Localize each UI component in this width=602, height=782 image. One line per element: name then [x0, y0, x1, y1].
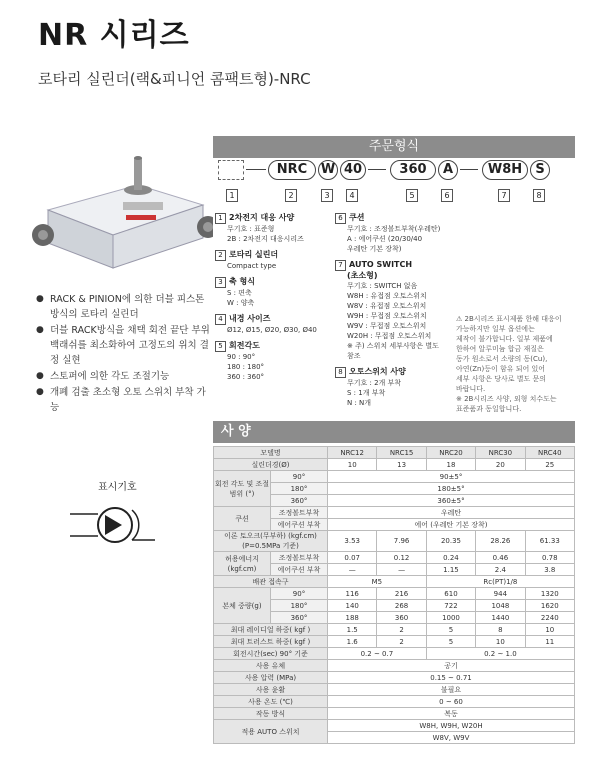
legend-text: 오토스위치 사양 — [349, 367, 406, 376]
table-cell: 조정볼트부착 — [271, 507, 328, 519]
table-cell: 90° — [271, 471, 328, 483]
table-cell: 116 — [328, 588, 377, 600]
table-cell: — — [377, 564, 426, 576]
table-cell: 8 — [476, 624, 525, 636]
table-cell: 1440 — [476, 612, 525, 624]
table-cell: 5 — [426, 636, 475, 648]
table-row — [214, 507, 575, 519]
order-blank-box — [218, 160, 244, 180]
legend-text — [335, 260, 455, 271]
legend-text: 2 — [215, 250, 226, 261]
legend-text: W : 양축 — [227, 299, 255, 307]
feature-item: ● 스토퍼에 의한 각도 조절기능 — [36, 369, 211, 384]
table-cell: 2.4 — [476, 564, 525, 576]
legend-text: 우레탄 기본 장착) — [347, 245, 402, 253]
legend-text — [215, 213, 320, 224]
legend-text: 내경 사이즈 — [229, 314, 271, 323]
table-row — [214, 648, 575, 660]
legend-text: 동가 원소로서 소량의 동(Cu), — [456, 355, 548, 363]
order-number: 6 — [441, 189, 453, 202]
table-cell: 0.15 ~ 0.71 — [328, 672, 575, 684]
table-cell: 25 — [525, 459, 574, 471]
legend-text — [215, 325, 320, 335]
table-cell: 허용에너지 (kgf.cm) — [214, 552, 271, 576]
table-cell: 조정볼트부착 — [271, 552, 328, 564]
order-number: 2 — [285, 189, 297, 202]
legend-text: 1 — [215, 213, 226, 224]
symbol-label: 표시기호 — [98, 482, 137, 493]
table-cell: 우레탄 — [328, 507, 575, 519]
table-cell: 0.46 — [476, 552, 525, 564]
table-cell: 본체 중량(g) — [214, 588, 271, 624]
table-cell: 7.96 — [377, 531, 426, 552]
table-cell: 쿠션 — [214, 507, 271, 531]
legend-text: 바랍니다. — [456, 385, 486, 393]
table-cell: 사용 유체 — [214, 660, 328, 672]
table-cell: 1620 — [525, 600, 574, 612]
table-cell: 268 — [377, 600, 426, 612]
legend-text — [215, 250, 320, 271]
order-code-box: W8H — [482, 160, 528, 180]
legend-text: 아연(Zn)등이 함유 되어 있어 — [456, 365, 545, 373]
table-cell: 2 — [377, 636, 426, 648]
legend-text: 5 — [215, 341, 226, 352]
legend-right — [335, 213, 455, 408]
table-cell: 3.8 — [525, 564, 574, 576]
table-cell: 61.33 — [525, 531, 574, 552]
table-cell: 0.12 — [377, 552, 426, 564]
legend-text — [335, 367, 455, 408]
table-cell: 모델명 — [214, 447, 328, 459]
order-code-box: S — [530, 160, 550, 180]
legend-text — [215, 277, 320, 288]
legend-text — [215, 314, 320, 335]
order-number: 7 — [498, 189, 510, 202]
table-row — [214, 720, 575, 732]
legend-text: S : 1개 부착 — [347, 389, 386, 397]
legend-text: AUTO SWITCH — [349, 260, 413, 269]
legend-text: 세부 사항은 당사로 별도 문의 — [456, 375, 547, 383]
legend-text: 7 — [335, 260, 346, 271]
legend-text: ※ 2B시리즈 사양, 외형 치수도는 — [456, 395, 557, 403]
legend-left — [215, 213, 320, 382]
order-code-box: 40 — [340, 160, 366, 180]
legend-text: 2B : 2차전지 대응시리즈 — [227, 235, 304, 243]
table-cell: 에어쿠션 부착 — [271, 564, 328, 576]
legend-text: 90 : 90° — [227, 353, 256, 361]
table-cell: 적용 AUTO 스위치 — [214, 720, 328, 744]
table-cell: 180±5° — [328, 483, 575, 495]
table-cell: 배관 접속구 — [214, 576, 328, 588]
table-cell: 0 ~ 60 — [328, 696, 575, 708]
table-cell: 1320 — [525, 588, 574, 600]
table-cell: 회전시간(sec) 90° 기준 — [214, 648, 328, 660]
table-cell: 180° — [271, 600, 328, 612]
table-cell: 1.5 — [328, 624, 377, 636]
table-cell: 0.2 ~ 1.0 — [426, 648, 574, 660]
table-cell: 1048 — [476, 600, 525, 612]
table-cell: 0.24 — [426, 552, 475, 564]
table-cell: NRC40 — [525, 447, 574, 459]
table-cell: 2240 — [525, 612, 574, 624]
table-cell: 20.35 — [426, 531, 475, 552]
legend-text — [335, 213, 455, 254]
table-cell: W8H, W9H, W20H — [328, 720, 575, 732]
note-block — [456, 314, 581, 414]
order-code-box: A — [438, 160, 458, 180]
table-cell: 이론 토오크(무부하) (kgf.cm) (P=0.5MPa 기준) — [214, 531, 328, 552]
table-cell: 에어쿠션 부착 — [271, 519, 328, 531]
table-cell: 10 — [328, 459, 377, 471]
spec-heading: 사 양 — [213, 421, 575, 443]
legend-text: ⚠ 2B시리즈 표시제품 한해 대응이 — [456, 315, 562, 323]
table-cell: 20 — [476, 459, 525, 471]
legend-text: 쿠션 — [349, 213, 365, 222]
legend-text: 회전각도 — [229, 341, 260, 350]
feature-item: ● 더블 RACK방식을 채택 회전 끝단 부위 백래쉬를 최소화하여 고정도의 위치 결정 실현 — [36, 323, 211, 368]
table-cell: 360° — [271, 612, 328, 624]
legend-text: 3 — [215, 277, 226, 288]
legend-text: 참조 — [347, 352, 361, 360]
order-heading: 주문형식 — [213, 136, 575, 158]
legend-text — [215, 277, 320, 308]
table-row — [214, 660, 575, 672]
table-cell: 회전 각도 및 조절범위 (°) — [214, 471, 271, 507]
table-cell: 180° — [271, 483, 328, 495]
table-cell: 610 — [426, 588, 475, 600]
legend-text: W8H : 유접점 오토스위치 — [347, 292, 427, 300]
legend-text: 8 — [335, 367, 346, 378]
table-cell: M5 — [328, 576, 427, 588]
dash — [368, 169, 386, 170]
legend-text — [215, 250, 320, 261]
table-cell: 최대 트러스트 하중( kgf ) — [214, 636, 328, 648]
table-row — [214, 636, 575, 648]
table-row — [214, 552, 575, 564]
table-cell: W8V, W9V — [328, 732, 575, 744]
feature-item: ● 개폐 검출 초소형 오토 스위치 부착 가능 — [36, 385, 211, 415]
legend-text: 무기호 : SWITCH 없음 — [347, 282, 418, 290]
table-cell: 5 — [426, 624, 475, 636]
table-cell: 90±5° — [328, 471, 575, 483]
table-row — [214, 684, 575, 696]
table-cell: 2 — [377, 624, 426, 636]
order-number: 5 — [406, 189, 418, 202]
table-row — [214, 471, 575, 483]
feature-item: ● RACK & PINION에 의한 더블 피스톤 방식의 로타리 실린더 — [36, 292, 211, 322]
table-cell: 1000 — [426, 612, 475, 624]
legend-text: 2차전지 대응 사양 — [229, 213, 295, 222]
table-cell: NRC15 — [377, 447, 426, 459]
legend-text: S : 편축 — [227, 289, 252, 297]
legend-text: W9V : 무접점 오토스위치 — [347, 322, 427, 330]
legend-text — [335, 213, 455, 224]
legend-text — [215, 341, 320, 352]
table-row — [214, 696, 575, 708]
table-cell: 28.26 — [476, 531, 525, 552]
table-cell: 360° — [271, 495, 328, 507]
table-cell: 불필요 — [328, 684, 575, 696]
rotary-symbol-icon — [70, 500, 160, 550]
legend-text: 6 — [335, 213, 346, 224]
legend-text: 한하여 알루미늄 합금 재질은 — [456, 345, 544, 353]
table-cell: 사용 윤활 — [214, 684, 328, 696]
spec-table — [213, 446, 575, 744]
order-number: 4 — [346, 189, 358, 202]
legend-text — [335, 224, 455, 254]
legend-text: 표준품과 동일합니다. — [456, 405, 522, 413]
table-row — [214, 447, 575, 459]
table-cell: 188 — [328, 612, 377, 624]
table-cell: 에어 (우레탄 기본 장착) — [328, 519, 575, 531]
order-code-box: W — [318, 160, 338, 180]
legend-text: Compact type — [227, 262, 277, 270]
table-cell: 사용 압력 (MPa) — [214, 672, 328, 684]
legend-text: 로타리 실린더 — [229, 250, 279, 259]
table-cell: 18 — [426, 459, 475, 471]
product-image — [28, 150, 213, 280]
legend-text: 4 — [215, 314, 226, 325]
legend-text: N : N개 — [347, 399, 372, 407]
table-cell: 944 — [476, 588, 525, 600]
legend-text: 가능하지만 일부 옵션에는 — [456, 325, 535, 333]
table-cell: NRC30 — [476, 447, 525, 459]
legend-text: W8V : 유접점 오토스위치 — [347, 302, 427, 310]
table-cell: 1.6 — [328, 636, 377, 648]
table-row — [214, 588, 575, 600]
table-cell: 90° — [271, 588, 328, 600]
table-cell: 복동 — [328, 708, 575, 720]
dash — [460, 169, 478, 170]
legend-text — [215, 314, 320, 325]
legend-text — [335, 260, 455, 361]
table-cell: 공기 — [328, 660, 575, 672]
page-subtitle: 로타리 실린더(랙&피니언 콤팩트형)-NRC — [38, 70, 311, 88]
table-cell: 360±5° — [328, 495, 575, 507]
table-cell: NRC20 — [426, 447, 475, 459]
table-cell: 10 — [525, 624, 574, 636]
table-cell: 실린더경(Ø) — [214, 459, 328, 471]
table-cell: 1.15 — [426, 564, 475, 576]
table-cell: 10 — [476, 636, 525, 648]
order-code-box: NRC — [268, 160, 316, 180]
legend-text: W20H : 무접점 오토스위치 — [347, 332, 432, 340]
legend-text — [335, 367, 455, 378]
table-cell: 140 — [328, 600, 377, 612]
table-cell: 작동 방식 — [214, 708, 328, 720]
legend-text: Ø12, Ø15, Ø20, Ø30, Ø40 — [227, 326, 317, 334]
table-cell: 722 — [426, 600, 475, 612]
legend-text: 360 : 360° — [227, 373, 265, 381]
legend-text — [215, 352, 320, 382]
legend-text: W9H : 무접점 오토스위치 — [347, 312, 427, 320]
table-row — [214, 672, 575, 684]
table-row — [214, 624, 575, 636]
legend-text — [215, 224, 320, 244]
table-cell: 216 — [377, 588, 426, 600]
table-cell: — — [328, 564, 377, 576]
table-row — [214, 459, 575, 471]
table-cell: 사용 온도 (℃) — [214, 696, 328, 708]
feature-list — [36, 292, 211, 416]
page-title: NR 시리즈 — [38, 18, 190, 53]
legend-text — [215, 261, 320, 271]
legend-text — [335, 378, 455, 408]
table-cell: 0.07 — [328, 552, 377, 564]
order-code-box: 360 — [390, 160, 436, 180]
legend-text — [215, 341, 320, 382]
table-cell: Rc(PT)1/8 — [426, 576, 574, 588]
order-number: 1 — [226, 189, 238, 202]
table-cell: NRC12 — [328, 447, 377, 459]
legend-text: 무기호 : 2개 부착 — [347, 379, 402, 387]
table-row — [214, 531, 575, 552]
legend-text: (초소형) — [347, 271, 378, 280]
order-number: 8 — [533, 189, 545, 202]
legend-text: A : 에어쿠션 (20/30/40 — [347, 235, 423, 243]
order-number: 3 — [321, 189, 333, 202]
table-cell: 13 — [377, 459, 426, 471]
table-cell: 최대 레이디얼 하중( kgf ) — [214, 624, 328, 636]
table-cell: 11 — [525, 636, 574, 648]
legend-text: 제작이 불가합니다. 일부 제품에 — [456, 335, 553, 343]
table-cell: 0.78 — [525, 552, 574, 564]
legend-text: ※ 주) 스위치 세부사항은 별도 — [347, 342, 439, 350]
legend-text — [335, 281, 455, 361]
table-row — [214, 708, 575, 720]
legend-text: 180 : 180° — [227, 363, 265, 371]
legend-text — [215, 288, 320, 308]
table-cell: 360 — [377, 612, 426, 624]
legend-text: 무기호 : 조정볼트부착(우레탄) — [347, 225, 441, 233]
table-cell: 3.53 — [328, 531, 377, 552]
legend-text — [215, 213, 320, 244]
legend-text: 축 형식 — [229, 277, 255, 286]
legend-text: 무기호 : 표준형 — [227, 225, 275, 233]
dash — [246, 169, 266, 170]
table-row — [214, 576, 575, 588]
table-cell: 0.2 ~ 0.7 — [328, 648, 427, 660]
